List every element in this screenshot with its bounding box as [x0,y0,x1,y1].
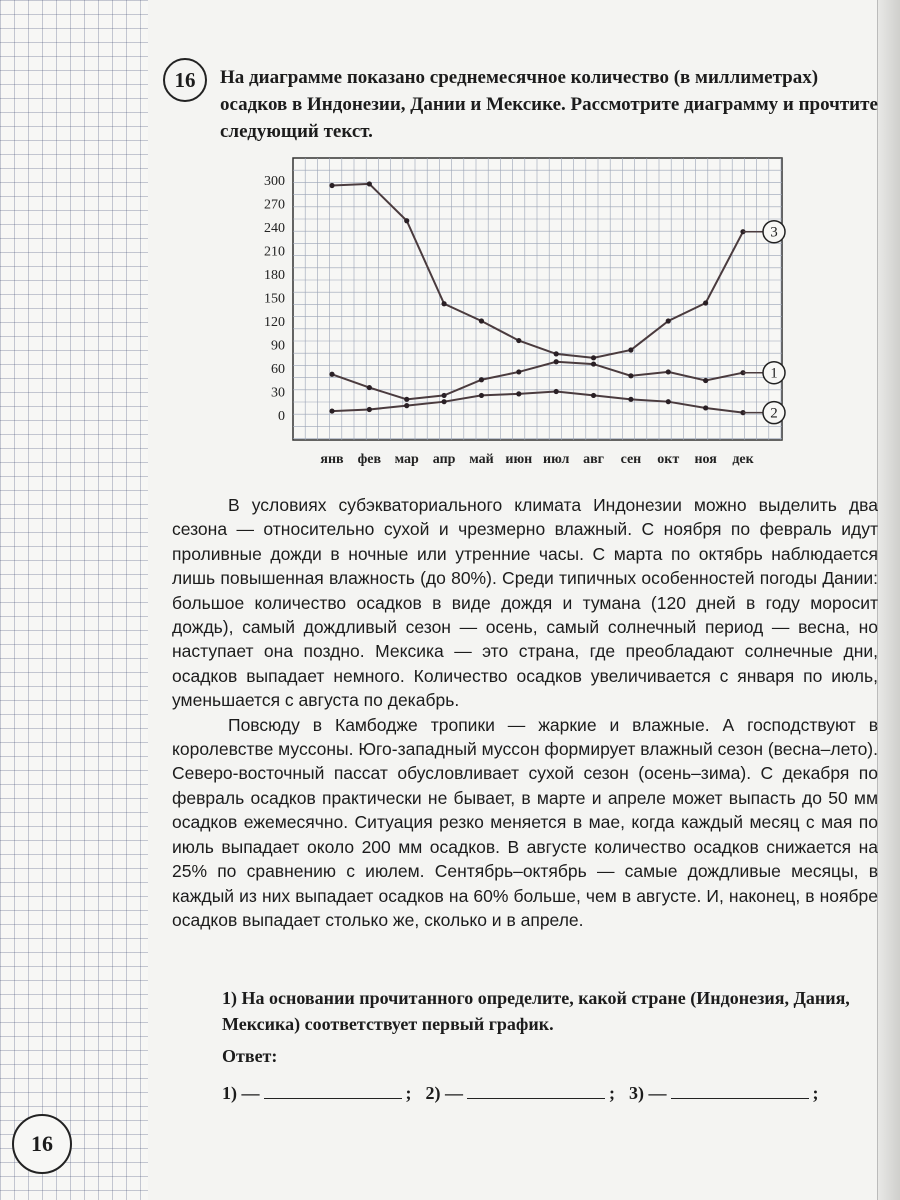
data-point [554,351,559,356]
data-point [367,407,372,412]
precipitation-chart [200,150,800,470]
data-point [404,218,409,223]
data-point [329,408,334,413]
x-tick-label: дек [732,452,754,467]
x-tick-label: мар [394,452,419,467]
data-point [666,369,671,374]
y-tick-label: 210 [264,244,285,260]
page-number-badge [12,1114,72,1174]
data-point [329,183,334,188]
x-tick-label: окт [657,452,680,467]
data-point [329,372,334,377]
page-number: 16 [31,1131,53,1156]
paragraph-1: В условиях субэкваториального климата Индонезии можно выделить два сезона — относительно сухой и чрезмерно влажный. С ноября по февраль идут проливные дожди в ночные или утренние часы. С марта по октябрь наблюдается лишь повышенная влажность (до 80%). Среди типичных особенностей погоды Дании: большое количество осадков в виде дождя и тумана (120 дней в году моросит дождь), самый дождливый сезон — осень, самый солнечный период — весна, но наступает она поздно. Мексика — это страна, где преобладают солнечные дни, осадков выпадает немного. Количество осадков увеличивается с января по июль, уменьшается с августа по декабрь. [172,495,878,711]
data-point [404,403,409,408]
data-point [367,385,372,390]
y-tick-label: 240 [264,221,285,236]
y-tick-label: 120 [264,315,285,330]
answer-slot-3-blank[interactable] [671,1080,809,1099]
data-point [591,355,596,360]
task-number: 16 [174,67,196,92]
data-point [703,378,708,383]
x-tick-label: май [469,452,494,467]
y-tick-label: 300 [264,174,285,189]
data-point [367,181,372,186]
data-point [441,399,446,404]
y-tick-label: 270 [264,197,285,213]
answer-row [222,1080,819,1104]
question-1: 1) На основании прочитанного определите, какой стране (Индонезия, Дания, Мексика) соответствует первый график. [222,988,850,1034]
x-tick-label: авг [583,452,605,467]
y-tick-label: 150 [264,291,285,307]
answer-slot-1-label: 1) — [222,1083,260,1103]
task-intro: На диаграмме показано среднемесячное количество (в миллиметрах) осадков в Индонезии, Дании и Мексике. Рассмотрите диаграмму и прочтите следующий текст. [220,67,878,142]
y-tick-label: 180 [264,268,285,283]
x-tick-label: сен [620,452,642,467]
data-point [628,347,633,352]
body-text [172,493,878,932]
x-tick-label: фев [357,452,382,467]
y-tick-label: 60 [271,362,285,377]
series-label-1: 1 [770,365,778,382]
series-label-2: 2 [770,405,778,422]
data-point [404,397,409,402]
y-tick-label: 30 [271,385,285,401]
data-point [703,405,708,410]
x-tick-label: янв [320,452,344,467]
data-point [479,318,484,323]
answer-separator: ; [405,1083,412,1103]
y-tick-label: 0 [278,409,285,424]
x-tick-label: ноя [694,452,717,467]
data-point [441,301,446,306]
data-point [666,318,671,323]
answer-slot-2-label: 2) — [425,1083,463,1103]
data-point [479,377,484,382]
paragraph-2: Повсюду в Камбодже тропики — жаркие и влажные. А господствуют в королевстве муссоны. Юго-западный муссон формирует влажный сезон (весна–лето). Северо-восточный пассат обусловливает сухой сезон (осень–зима). С декабря по февраль осадков практически не бывает, в марте и апреле может выпасть до 50 мм осадков ежемесячно. Ситуация резко меняется в мае, когда каждый месяц с мая по июль выпадает около 200 мм осадков. В августе количество осадков снижается на 25% по сравнению с июлем. Сентябрь–октябрь — самые дождливые месяцы, в каждый из них выпадает осадков на 60% больше, чем в августе. И, наконец, в ноябре осадков выпадает столько же, сколько и в апреле. [172,714,878,930]
task-number-badge [163,58,207,102]
data-point [591,393,596,398]
margin-grid [0,0,148,1200]
data-point [628,397,633,402]
data-point [554,359,559,364]
series-label-3: 3 [770,224,778,241]
answer-label: Ответ: [222,1046,278,1066]
answer-separator: ; [609,1083,615,1103]
data-point [554,389,559,394]
data-point [516,391,521,396]
data-point [516,338,521,343]
x-tick-label: апр [432,452,456,467]
data-point [591,361,596,366]
answer-slot-1-blank[interactable] [264,1080,402,1099]
data-point [441,393,446,398]
data-point [516,369,521,374]
data-point [479,393,484,398]
answer-slot-3-label: 3) — [629,1083,667,1103]
data-point [703,300,708,305]
answer-separator: ; [812,1083,819,1103]
x-tick-label: июн [505,452,533,467]
x-tick-label: июл [543,452,570,467]
answer-slot-2-blank[interactable] [467,1080,605,1099]
data-point [666,399,671,404]
data-point [628,373,633,378]
y-tick-label: 90 [271,338,285,354]
